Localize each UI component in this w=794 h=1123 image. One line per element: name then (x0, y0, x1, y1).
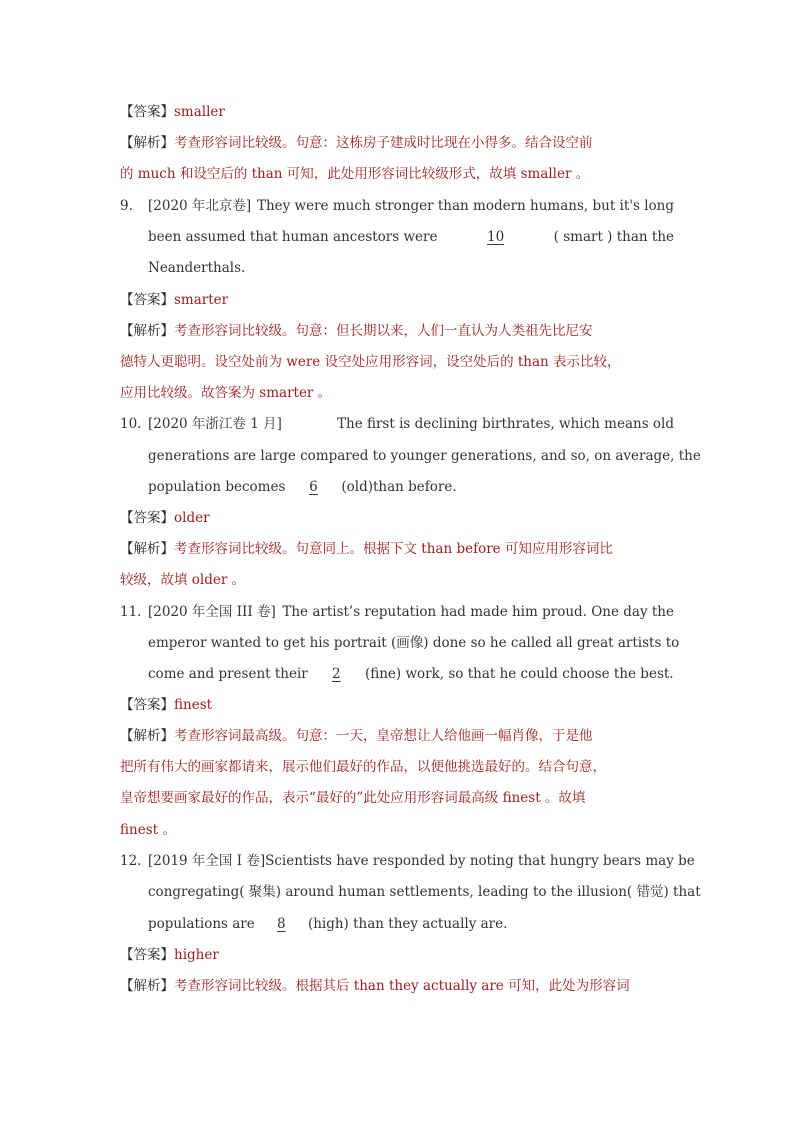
question-text-part: populations are (148, 916, 255, 932)
question-text-part: (fine) work, so that he could choose the best. (364, 666, 674, 682)
analysis-label: 【解析】 (120, 541, 174, 557)
question-text (148, 602, 674, 622)
answer-blank: 2 (332, 666, 341, 682)
question-source: [2019 年全国 I 卷] (148, 853, 266, 869)
answer-label: 【答案】 (120, 947, 174, 963)
analysis-row (120, 539, 674, 559)
question-text-part: The first is declining birthrates, which means old (337, 416, 674, 432)
question-text (148, 196, 674, 216)
question-number: 11. (120, 604, 142, 620)
analysis-row (120, 976, 674, 996)
question-source: [2020 年北京卷] (148, 198, 252, 214)
analysis-label: 【解析】 (120, 135, 174, 151)
answer-text: higher (174, 947, 219, 963)
question-text: congregating( 聚集) around human settlements, leading to the illusion( 错觉) that (148, 884, 701, 900)
answer-text: smaller (174, 104, 225, 120)
analysis-text: 考查形容词比较级。句意：但长期以来，人们一直认为人类祖先比尼安 (174, 323, 593, 339)
answer-label: 【答案】 (120, 104, 174, 120)
analysis-text: 考查形容词比较级。根据其后 than they actually are 可知，此处为形容词 (174, 978, 630, 994)
question-text: generations are large compared to younger generations, and so, on average, the (148, 448, 701, 464)
question-text-part: (high) than they actually are. (307, 916, 508, 932)
question-text-part: population becomes (148, 479, 286, 495)
question-text (148, 227, 674, 247)
answer-row (120, 945, 674, 965)
analysis-text: 应用比较级。故答案为 smarter 。 (120, 385, 332, 401)
question-text: Neanderthals. (148, 260, 246, 276)
answer-row (120, 695, 674, 715)
question-text-part: come and present their (148, 666, 308, 682)
answer-text: older (174, 510, 210, 526)
question-text-part: They were much stronger than modern humans, but it's long (256, 198, 674, 214)
question-source: [2020 年浙江卷 1 月] (148, 416, 282, 432)
analysis-text: 考查形容词比较级。句意：这栋房子建成时比现在小得多。结合设空前 (174, 135, 593, 151)
analysis-text: 把所有伟大的画家都请来，展示他们最好的作品，以便他挑选最好的。结合句意， (120, 759, 606, 775)
analysis-row (120, 133, 674, 153)
answer-blank: 8 (277, 916, 286, 932)
question-text-part: been assumed that human ancestors were (148, 229, 438, 245)
answer-text: smarter (174, 292, 229, 308)
question-number: 9. (120, 198, 133, 214)
question-text: emperor wanted to get his portrait (画像) done so he called all great artists to (148, 635, 680, 651)
question-number: 10. (120, 416, 142, 432)
analysis-text: 的 much 和设空后的 than 可知，此处用形容词比较级形式，故填 smaller 。 (120, 166, 590, 182)
answer-row (120, 102, 674, 122)
question-source: [2020 年全国 III 卷] (148, 604, 276, 620)
analysis-row (120, 321, 674, 341)
answer-row (120, 290, 674, 310)
answer-text: finest (174, 697, 213, 713)
question-text (148, 477, 674, 497)
analysis-text: 考查形容词最高级。句意：一天，皇帝想让人给他画一幅肖像，于是他 (174, 728, 593, 744)
analysis-text: 皇帝想要画家最好的作品，表示“最好的”此处应用形容词最高级 finest 。故填 (120, 790, 586, 806)
question-text (148, 414, 674, 434)
answer-label: 【答案】 (120, 292, 174, 308)
answer-row (120, 508, 674, 528)
question-text-part: ( smart ) than the (553, 229, 674, 245)
analysis-text: finest 。 (120, 822, 176, 838)
answer-blank: 10 (486, 229, 505, 245)
analysis-row (120, 726, 674, 746)
answer-label: 【答案】 (120, 510, 174, 526)
question-text (148, 664, 674, 684)
answer-label: 【答案】 (120, 697, 174, 713)
question-text-part: Scientists have responded by noting that hungry bears may be (265, 853, 695, 869)
analysis-text: 德特人更聪明。设空处前为 were 设空处应用形容词，设空处后的 than 表示比较， (120, 354, 621, 370)
answer-blank: 6 (309, 479, 318, 495)
analysis-label: 【解析】 (120, 323, 174, 339)
question-text-part: (old)than before. (341, 479, 457, 495)
analysis-text: 较级，故填 older 。 (120, 572, 246, 588)
analysis-label: 【解析】 (120, 728, 174, 744)
question-number: 12. (120, 853, 142, 869)
analysis-text: 考查形容词比较级。句意同上。根据下文 than before 可知应用形容词比 (174, 541, 613, 557)
question-text (148, 851, 695, 871)
analysis-label: 【解析】 (120, 978, 174, 994)
question-text (148, 914, 674, 934)
question-text-part: The artist’s reputation had made him proud. One day the (282, 604, 674, 620)
